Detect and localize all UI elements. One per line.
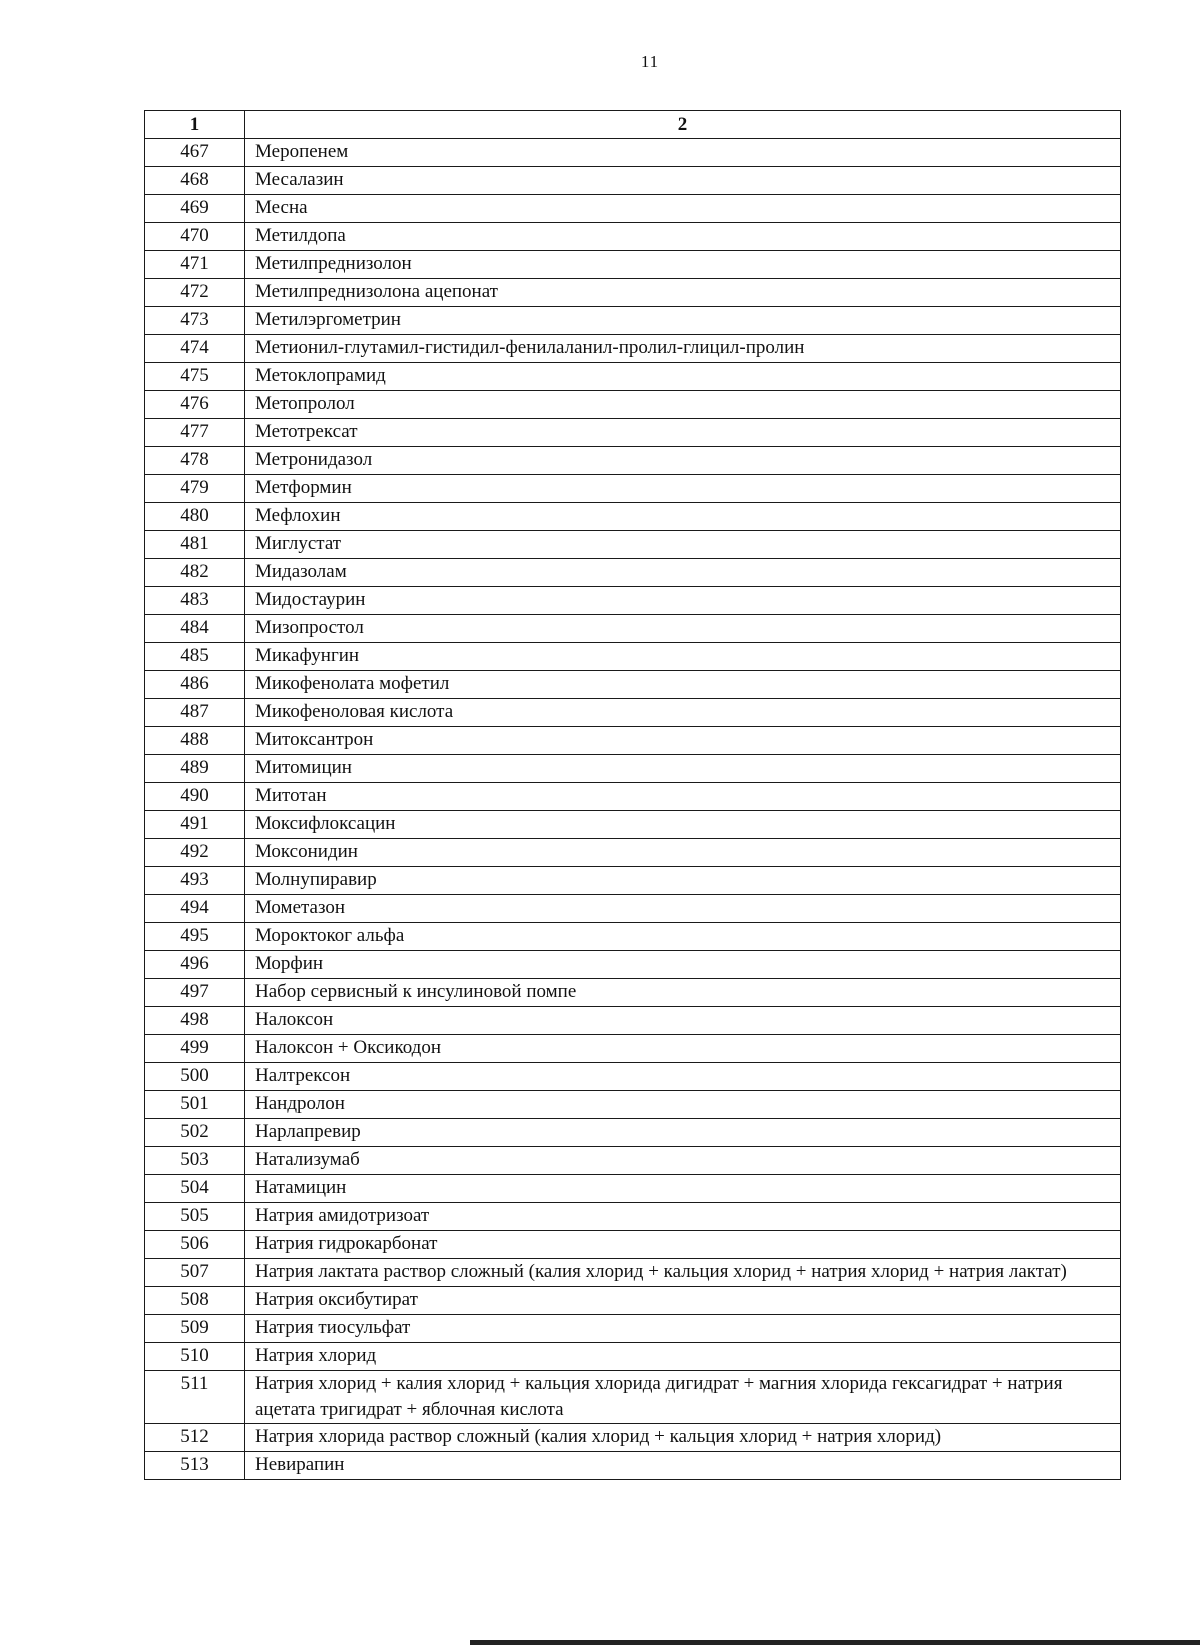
drug-name: Натрия хлорид + калия хлорид + кальция хлорида дигидрат + магния хлорида гексагидрат + натрия ацетата тригидрат + яблочная кислота	[245, 1371, 1121, 1424]
column-header-name: 2	[245, 111, 1121, 139]
table-row	[145, 1007, 1121, 1035]
row-number: 512	[145, 1424, 245, 1452]
table-row	[145, 727, 1121, 755]
row-number: 480	[145, 503, 245, 531]
drug-name: Натамицин	[245, 1175, 1121, 1203]
row-number: 488	[145, 727, 245, 755]
row-number: 489	[145, 755, 245, 783]
table-row	[145, 223, 1121, 251]
drug-name: Месалазин	[245, 167, 1121, 195]
drug-name: Мороктоког альфа	[245, 923, 1121, 951]
row-number: 477	[145, 419, 245, 447]
row-number: 505	[145, 1203, 245, 1231]
header-row	[145, 111, 1121, 139]
drug-name: Митомицин	[245, 755, 1121, 783]
row-number: 491	[145, 811, 245, 839]
medication-table	[144, 110, 1121, 1480]
table-row	[145, 447, 1121, 475]
table-row	[145, 895, 1121, 923]
row-number: 501	[145, 1091, 245, 1119]
row-number: 490	[145, 783, 245, 811]
table-row	[145, 503, 1121, 531]
drug-name: Метилпреднизолона ацепонат	[245, 279, 1121, 307]
row-number: 479	[145, 475, 245, 503]
row-number: 506	[145, 1231, 245, 1259]
drug-name: Натрия тиосульфат	[245, 1315, 1121, 1343]
table-row	[145, 1343, 1121, 1371]
drug-name: Метопролол	[245, 391, 1121, 419]
row-number: 500	[145, 1063, 245, 1091]
drug-name: Митотан	[245, 783, 1121, 811]
scan-edge-bar	[470, 1640, 1200, 1645]
table-row	[145, 1119, 1121, 1147]
table-row	[145, 1259, 1121, 1287]
row-number: 485	[145, 643, 245, 671]
row-number: 473	[145, 307, 245, 335]
table-row	[145, 1315, 1121, 1343]
drug-name: Натрия амидотризоат	[245, 1203, 1121, 1231]
drug-name: Мизопростол	[245, 615, 1121, 643]
drug-name: Морфин	[245, 951, 1121, 979]
table-row	[145, 1231, 1121, 1259]
table-row	[145, 251, 1121, 279]
drug-name: Нандролон	[245, 1091, 1121, 1119]
drug-name: Метотрексат	[245, 419, 1121, 447]
table-body	[145, 139, 1121, 1480]
drug-name: Месна	[245, 195, 1121, 223]
row-number: 496	[145, 951, 245, 979]
table-row	[145, 699, 1121, 727]
drug-name: Микофенолата мофетил	[245, 671, 1121, 699]
row-number: 471	[145, 251, 245, 279]
row-number: 494	[145, 895, 245, 923]
row-number: 502	[145, 1119, 245, 1147]
row-number: 478	[145, 447, 245, 475]
row-number: 510	[145, 1343, 245, 1371]
row-number: 492	[145, 839, 245, 867]
table-row	[145, 139, 1121, 167]
table-row	[145, 1424, 1121, 1452]
drug-name: Метилэргометрин	[245, 307, 1121, 335]
table-row	[145, 839, 1121, 867]
row-number: 470	[145, 223, 245, 251]
row-number: 499	[145, 1035, 245, 1063]
table-row	[145, 1035, 1121, 1063]
drug-name: Натрия оксибутират	[245, 1287, 1121, 1315]
drug-name: Натрия хлорида раствор сложный (калия хлорид + кальция хлорид + натрия хлорид)	[245, 1424, 1121, 1452]
drug-name: Невирапин	[245, 1452, 1121, 1480]
row-number: 486	[145, 671, 245, 699]
drug-name: Метилпреднизолон	[245, 251, 1121, 279]
drug-name: Натрия гидрокарбонат	[245, 1231, 1121, 1259]
table-row	[145, 643, 1121, 671]
row-number: 493	[145, 867, 245, 895]
row-number: 507	[145, 1259, 245, 1287]
drug-name: Метформин	[245, 475, 1121, 503]
row-number: 513	[145, 1452, 245, 1480]
row-number: 472	[145, 279, 245, 307]
drug-name: Микофеноловая кислота	[245, 699, 1121, 727]
table-row	[145, 867, 1121, 895]
drug-name: Микафунгин	[245, 643, 1121, 671]
table-row	[145, 559, 1121, 587]
drug-name: Моксонидин	[245, 839, 1121, 867]
drug-name: Налоксон + Оксикодон	[245, 1035, 1121, 1063]
drug-name: Меропенем	[245, 139, 1121, 167]
drug-name: Натрия хлорид	[245, 1343, 1121, 1371]
drug-name: Мидостаурин	[245, 587, 1121, 615]
drug-name: Митоксантрон	[245, 727, 1121, 755]
row-number: 503	[145, 1147, 245, 1175]
row-number: 509	[145, 1315, 245, 1343]
row-number: 487	[145, 699, 245, 727]
row-number: 511	[145, 1371, 245, 1424]
table-row	[145, 1063, 1121, 1091]
row-number: 497	[145, 979, 245, 1007]
drug-name: Метионил-глутамил-гистидил-фенилаланил-пролил-глицил-пролин	[245, 335, 1121, 363]
drug-name: Налтрексон	[245, 1063, 1121, 1091]
drug-name: Метоклопрамид	[245, 363, 1121, 391]
row-number: 476	[145, 391, 245, 419]
row-number: 468	[145, 167, 245, 195]
table-row	[145, 1091, 1121, 1119]
row-number: 495	[145, 923, 245, 951]
drug-name: Метилдопа	[245, 223, 1121, 251]
column-header-number: 1	[145, 111, 245, 139]
table-row	[145, 419, 1121, 447]
row-number: 498	[145, 1007, 245, 1035]
table-row	[145, 391, 1121, 419]
table-row	[145, 195, 1121, 223]
table-row	[145, 755, 1121, 783]
table-row	[145, 783, 1121, 811]
table-row	[145, 335, 1121, 363]
row-number: 474	[145, 335, 245, 363]
drug-name: Натализумаб	[245, 1147, 1121, 1175]
table-row	[145, 811, 1121, 839]
table-row	[145, 475, 1121, 503]
drug-name: Мидазолам	[245, 559, 1121, 587]
table-row	[145, 167, 1121, 195]
table-row	[145, 587, 1121, 615]
table-row	[145, 307, 1121, 335]
drug-name: Метронидазол	[245, 447, 1121, 475]
row-number: 475	[145, 363, 245, 391]
table-row	[145, 1452, 1121, 1480]
table-row	[145, 1175, 1121, 1203]
table-row	[145, 363, 1121, 391]
drug-name: Миглустат	[245, 531, 1121, 559]
row-number: 484	[145, 615, 245, 643]
table-row	[145, 531, 1121, 559]
drug-name: Набор сервисный к инсулиновой помпе	[245, 979, 1121, 1007]
row-number: 482	[145, 559, 245, 587]
drug-name: Нарлапревир	[245, 1119, 1121, 1147]
table-row	[145, 1287, 1121, 1315]
table-header	[145, 111, 1121, 139]
drug-name: Мометазон	[245, 895, 1121, 923]
table-row	[145, 951, 1121, 979]
table-row	[145, 923, 1121, 951]
drug-name: Моксифлоксацин	[245, 811, 1121, 839]
row-number: 508	[145, 1287, 245, 1315]
row-number: 481	[145, 531, 245, 559]
drug-name: Налоксон	[245, 1007, 1121, 1035]
table-row	[145, 979, 1121, 1007]
table-row	[145, 671, 1121, 699]
table-row	[145, 1147, 1121, 1175]
row-number: 483	[145, 587, 245, 615]
table-row	[145, 1371, 1121, 1424]
drug-name: Молнупиравир	[245, 867, 1121, 895]
page-number: 11	[640, 52, 660, 71]
table-row	[145, 1203, 1121, 1231]
table-row	[145, 615, 1121, 643]
drug-name: Мефлохин	[245, 503, 1121, 531]
table-row	[145, 279, 1121, 307]
drug-name: Натрия лактата раствор сложный (калия хлорид + кальция хлорид + натрия хлорид + натрия лактат)	[245, 1259, 1121, 1287]
row-number: 504	[145, 1175, 245, 1203]
row-number: 469	[145, 195, 245, 223]
row-number: 467	[145, 139, 245, 167]
